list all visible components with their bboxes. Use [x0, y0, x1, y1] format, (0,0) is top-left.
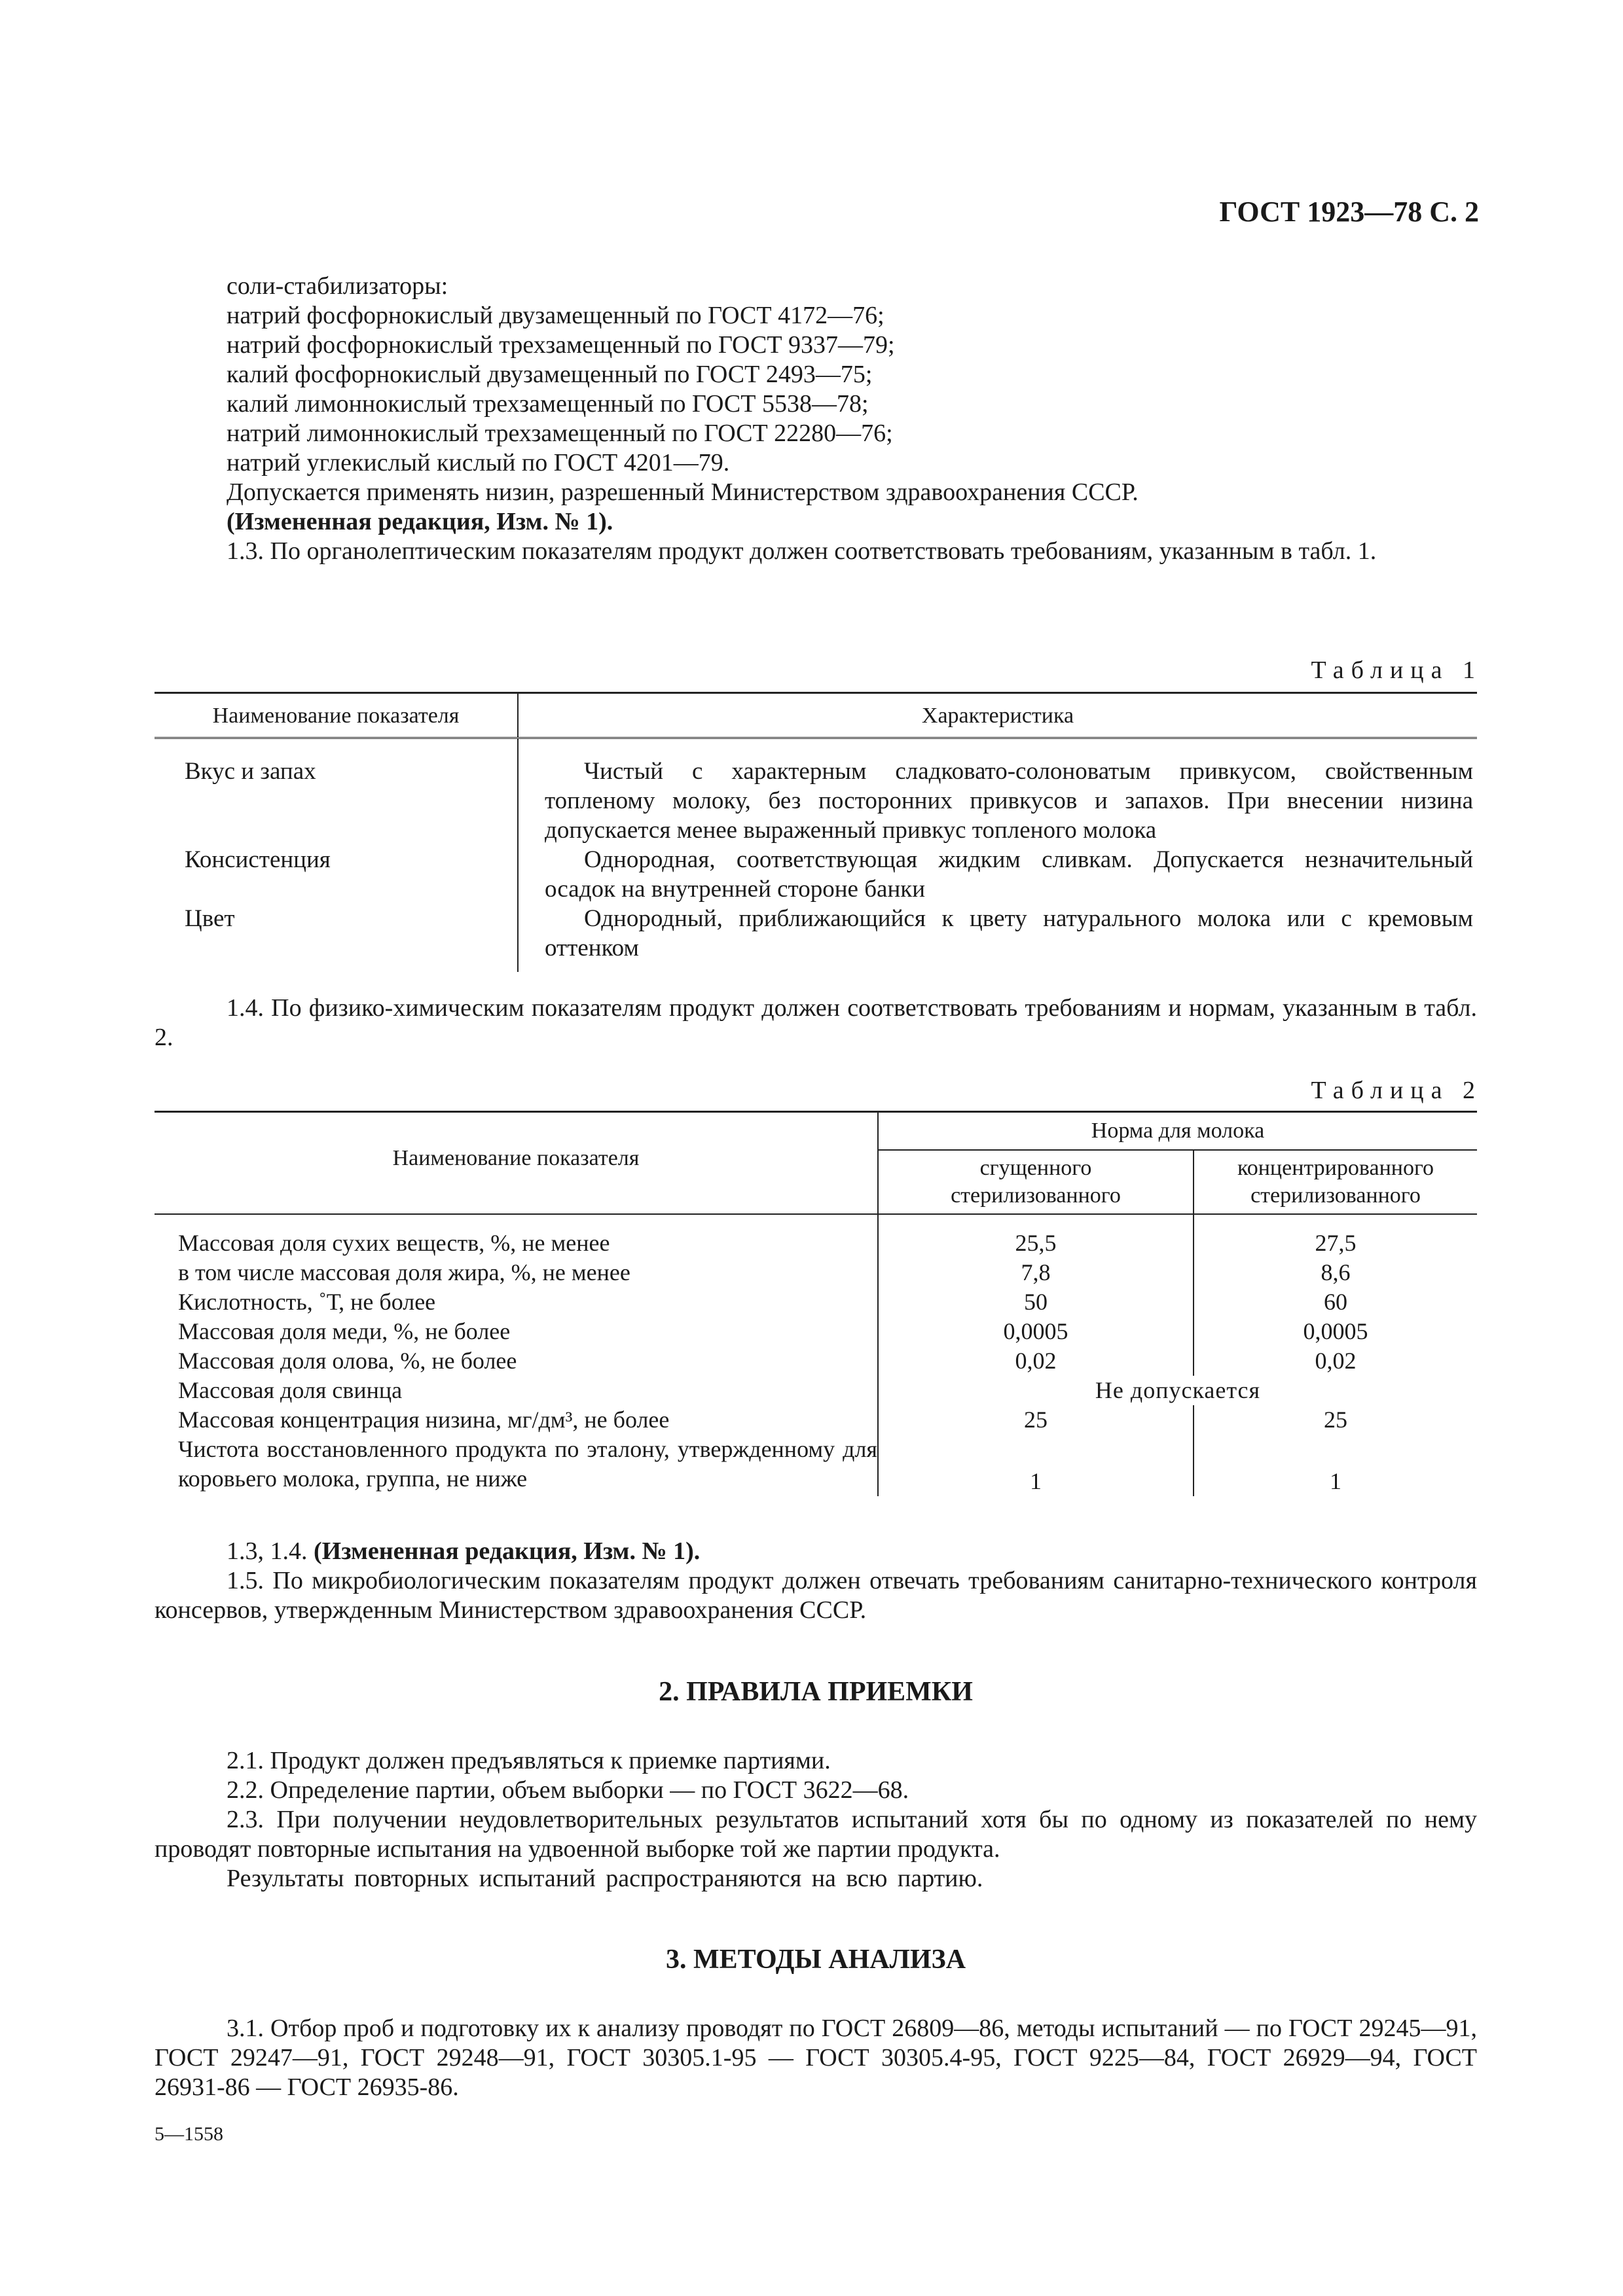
table-1-block: [155, 656, 1482, 972]
table-row: Массовая доля свинца Не допускается: [155, 1376, 1477, 1405]
table-2-col-condensed: сгущенного стерилизованного: [878, 1150, 1194, 1214]
section-2-title: 2. ПРАВИЛА ПРИЕМКИ: [659, 1677, 973, 1707]
table-row: Кислотность, ˚Т, не более 50 60: [155, 1287, 1477, 1317]
section-3: [155, 1945, 1477, 2102]
paragraph-1-4-block: [155, 994, 1477, 1052]
paragraph-1-3: 1.3. По органолептическим показателям продукт должен соответствовать требованиям, указанным в табл. 1.: [227, 537, 1377, 565]
section-3-title: 3. МЕТОДЫ АНАЛИЗА: [665, 1945, 966, 1975]
table-row: Консистенция Однородная, соответствующая жидким сливкам. Допускается незначительный осадок на внутренней стороне банки: [155, 845, 1477, 904]
amendment-note-2: 1.3, 1.4. (Измененная редакция, Изм. № 1).: [227, 1537, 701, 1565]
table-2-caption: Таблица 2: [1311, 1077, 1482, 1104]
paragraph-2-3: 2.3. При получении неудовлетворительных результатов испытаний хотя бы по одному из показателей по нему проводят повторные испытания на удвоенной выборке той же партии продукта.: [155, 1806, 1477, 1863]
paragraph-1-5: 1.5. По микробиологическим показателям продукт должен отвечать требованиям санитарно-технического контроля консервов, утвержденным Министерством здравоохранения СССР.: [155, 1567, 1477, 1624]
list-item: натрий углекислый кислый по ГОСТ 4201—79.: [227, 449, 730, 476]
table-row: в том числе массовая доля жира, %, не менее 7,8 8,6: [155, 1258, 1477, 1287]
paragraph-2-2: 2.2. Определение партии, объем выборки — по ГОСТ 3622—68.: [227, 1776, 909, 1804]
list-item: натрий фосфорнокислый двузамещенный по ГОСТ 4172—76;: [227, 302, 884, 329]
table-2-col-name: Наименование показателя: [155, 1112, 878, 1214]
list-intro: соли-стабилизаторы:: [227, 272, 448, 300]
table-row: Массовая доля сухих веществ, %, не менее 25,5 27,5: [155, 1229, 1477, 1258]
table-2: [155, 1111, 1477, 1496]
table-row: Массовая доля меди, %, не более 0,0005 0,0005: [155, 1317, 1477, 1346]
table-row: Массовая доля олова, %, не более 0,02 0,02: [155, 1346, 1477, 1376]
table-row: Чистота восстановленного продукта по эталону, утвержденному для коровьего молока, группа, не ниже 1 1: [155, 1435, 1477, 1496]
page-header: ГОСТ 1923—78 С. 2: [1219, 196, 1479, 228]
page-footer-code: 5—1558: [155, 2123, 223, 2145]
table-1-caption: Таблица 1: [1311, 656, 1482, 684]
list-item: натрий лимоннокислый трехзамещенный по ГОСТ 22280—76;: [227, 420, 893, 447]
stabilizer-list: [155, 272, 1477, 566]
table-row: Цвет Однородный, приближающийся к цвету натурального молока или с кремовым оттенком: [155, 904, 1477, 972]
section-1-end: [155, 1537, 1477, 1625]
table-row: Массовая концентрация низина, мг/дм³, не более 25 25: [155, 1405, 1477, 1435]
table-1-col-name: Наименование показателя: [155, 693, 518, 738]
table-2-group-header: Норма для молока: [878, 1112, 1477, 1150]
nisin-note: Допускается применять низин, разрешенный Министерством здравоохранения СССР.: [227, 478, 1139, 506]
paragraph-3-1: 3.1. Отбор проб и подготовку их к анализу проводят по ГОСТ 26809—86, методы испытаний — по ГОСТ 29245—91, ГОСТ 29247—91, ГОСТ 29248—91, ГОСТ 30305.1-95 — ГОСТ 30305.4-95, ГОСТ 9225—84, ГОСТ 26929—94, ГОСТ 26931-86 — ГОСТ 26935-86.: [155, 2015, 1477, 2101]
paragraph-2-3b: Результаты повторных испытаний распространяются на всю партию.: [227, 1865, 983, 1892]
list-item: калий лимоннокислый трехзамещенный по ГОСТ 5538—78;: [227, 390, 869, 418]
section-2: [155, 1677, 1477, 1893]
table-2-col-concentrated: концентрированного стерилизованного: [1194, 1150, 1477, 1214]
amendment-note: (Измененная редакция, Изм. № 1).: [227, 508, 613, 535]
table-1-col-characteristic: Характеристика: [518, 693, 1477, 738]
table-1: [155, 692, 1477, 972]
table-2-block: [155, 1076, 1482, 1496]
table-row: Вкус и запах Чистый с характерным сладковато-солоноватым привкусом, свойственным топленому молоку, без посторонних привкусов и запахов. При внесении низина допускается менее выраженный привкус топленого молока: [155, 757, 1477, 845]
list-item: натрий фосфорнокислый трехзамещенный по ГОСТ 9337—79;: [227, 331, 895, 359]
paragraph-2-1: 2.1. Продукт должен предъявляться к приемке партиями.: [227, 1747, 831, 1774]
paragraph-1-4: 1.4. По физико-химическим показателям продукт должен соответствовать требованиям и нормам, указанным в табл. 2.: [155, 994, 1477, 1051]
list-item: калий фосфорнокислый двузамещенный по ГОСТ 2493—75;: [227, 361, 873, 388]
